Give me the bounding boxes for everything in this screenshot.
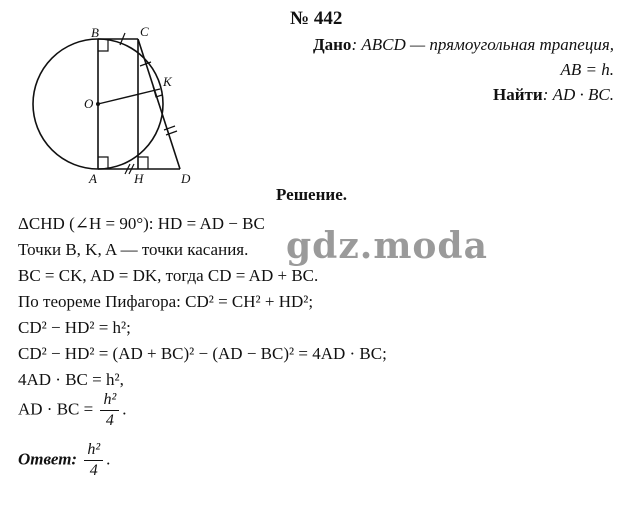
center-o: [96, 102, 100, 106]
label-a: A: [89, 171, 97, 185]
result-denominator: 4: [105, 412, 114, 429]
answer-label: Ответ:: [18, 449, 78, 469]
answer-line: [18, 440, 110, 481]
answer-numerator: h²: [84, 440, 103, 461]
solution-line-3: BC = CK, AD = DK, тогда CD = AD + BC.: [18, 266, 319, 285]
given-line-1: [313, 33, 614, 56]
radius-ok: [98, 89, 160, 104]
label-k: K: [163, 74, 172, 89]
solution-line-5: CD² − HD² = h²;: [18, 318, 131, 337]
find-label: Найти: [493, 85, 543, 104]
answer-denominator: 4: [89, 462, 98, 479]
result-fraction: [100, 390, 119, 431]
given-condition: AB = h.: [560, 60, 614, 79]
label-o: O: [84, 96, 94, 111]
find-line: [493, 83, 614, 106]
answer-fraction: [84, 440, 103, 481]
label-c: C: [140, 24, 149, 39]
final-expression: AD · BC =: [18, 399, 94, 419]
result-numerator: h²: [100, 390, 119, 411]
watermark: gdz.moda: [286, 225, 488, 267]
solution-line-6: CD² − HD² = (AD + BC)² − (AD − BC)² = 4AD · BC;: [18, 344, 387, 363]
given-text: : ABCD — прямоугольная трапеция,: [351, 35, 614, 54]
solution-line-2: Точки B, K, A — точки касания.: [18, 240, 249, 259]
solution-line-7: 4AD · BC = h²,: [18, 370, 124, 389]
solution-line-4: По теореме Пифагора: CD² = CH² + HD²;: [18, 292, 314, 311]
label-d: D: [181, 171, 191, 185]
solution-line-1: ΔCHD (∠H = 90°): HD = AD − BC: [18, 214, 265, 233]
given-label: Дано: [312, 35, 352, 54]
problem-number: № 442: [290, 8, 343, 29]
answer-tail: .: [106, 449, 111, 469]
label-b: B: [91, 25, 99, 40]
solution-title: Решение.: [276, 185, 347, 204]
geometry-figure: [0, 0, 230, 185]
label-h: H: [134, 171, 144, 185]
find-text: : AD · BC.: [542, 85, 614, 104]
solution-line-8: AD · BC = $\frac{\text{h²}}{4}$ .: [18, 391, 127, 429]
